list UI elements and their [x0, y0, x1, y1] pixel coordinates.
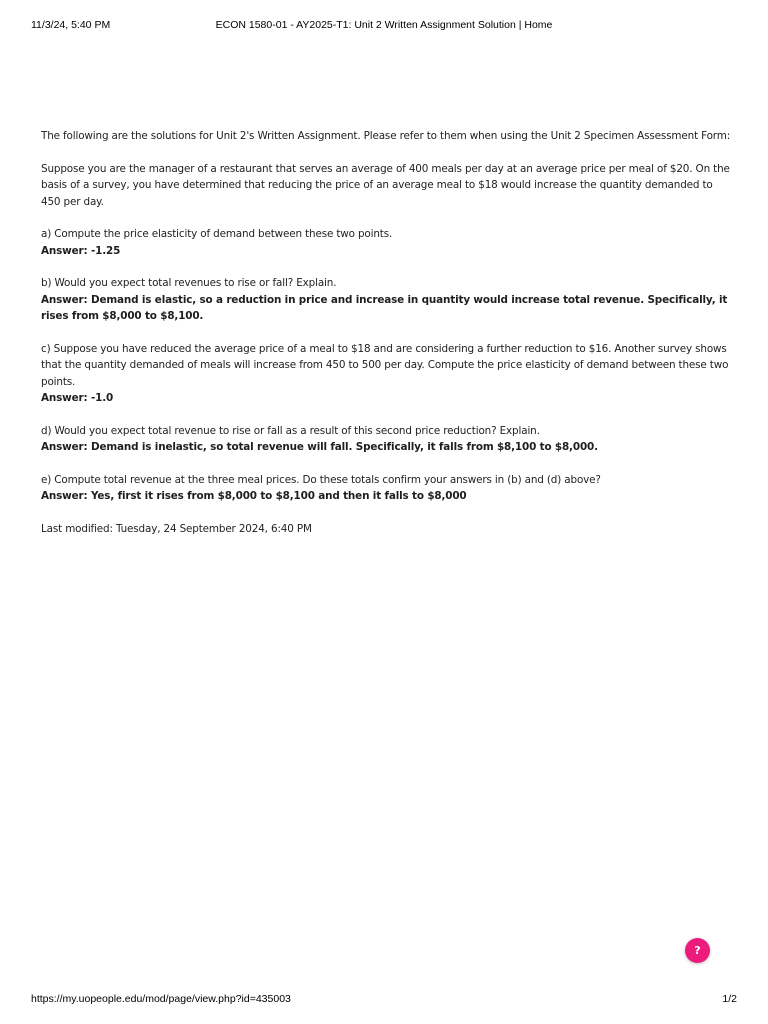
print-timestamp: 11/3/24, 5:40 PM [31, 19, 111, 31]
question-block-c [41, 341, 731, 407]
page-content [41, 128, 731, 553]
answer-text: Answer: -1.0 [41, 392, 114, 404]
question-block-d [41, 423, 731, 456]
question-text: a) Compute the price elasticity of demand between these two points. [41, 228, 393, 240]
page-title: ECON 1580-01 - AY2025-T1: Unit 2 Written Assignment Solution | Home [215, 19, 553, 31]
answer-text: Answer: Demand is inelastic, so total revenue will fall. Specifically, it falls from $8,100 to $8,000. [41, 441, 598, 453]
help-button[interactable] [685, 938, 710, 963]
answer-text: Answer: Demand is elastic, so a reduction in price and increase in quantity would increase total revenue. Specifically, it rises from $8,000 to $8,100. [41, 293, 728, 322]
question-text: d) Would you expect total revenue to rise or fall as a result of this second price reduction? Explain. [41, 424, 540, 437]
question-block-e [41, 472, 731, 505]
question-block-a [41, 226, 731, 259]
scenario-text: Suppose you are the manager of a restaurant that serves an average of 400 meals per day at an average price per meal of $20. On the basis of a survey, you have determined that reducing the price of an average meal to $18 would increase the quantity demanded to 450 per day. [41, 162, 730, 208]
intro-text: The following are the solutions for Unit 2's Written Assignment. Please refer to them when using the Unit 2 Specimen Assessment Form: [41, 130, 731, 142]
last-modified: Last modified: Tuesday, 24 September 2024, 6:40 PM [41, 522, 312, 535]
question-block-b [41, 275, 731, 325]
answer-text: Answer: -1.25 [41, 244, 121, 257]
question-text: c) Suppose you have reduced the average price of a meal to $18 and are considering a further reduction to $16. Another survey shows that the quantity demanded of meals will increase from 450 to 500 per day. Compute the price elasticity of demand between these two points. [41, 342, 729, 388]
page-url: https://my.uopeople.edu/mod/page/view.php?id=435003 [31, 993, 291, 1005]
question-text: e) Compute total revenue at the three meal prices. Do these totals confirm your answers in (b) and (d) above? [41, 473, 601, 486]
question-text: b) Would you expect total revenues to rise or fall? Explain. [41, 277, 337, 289]
page-number: 1/2 [722, 993, 737, 1005]
print-header [31, 19, 737, 33]
question-mark-icon: ? [694, 944, 701, 957]
answer-text: Answer: Yes, first it rises from $8,000 to $8,100 and then it falls to $8,000 [41, 490, 467, 502]
print-footer [31, 993, 737, 1007]
